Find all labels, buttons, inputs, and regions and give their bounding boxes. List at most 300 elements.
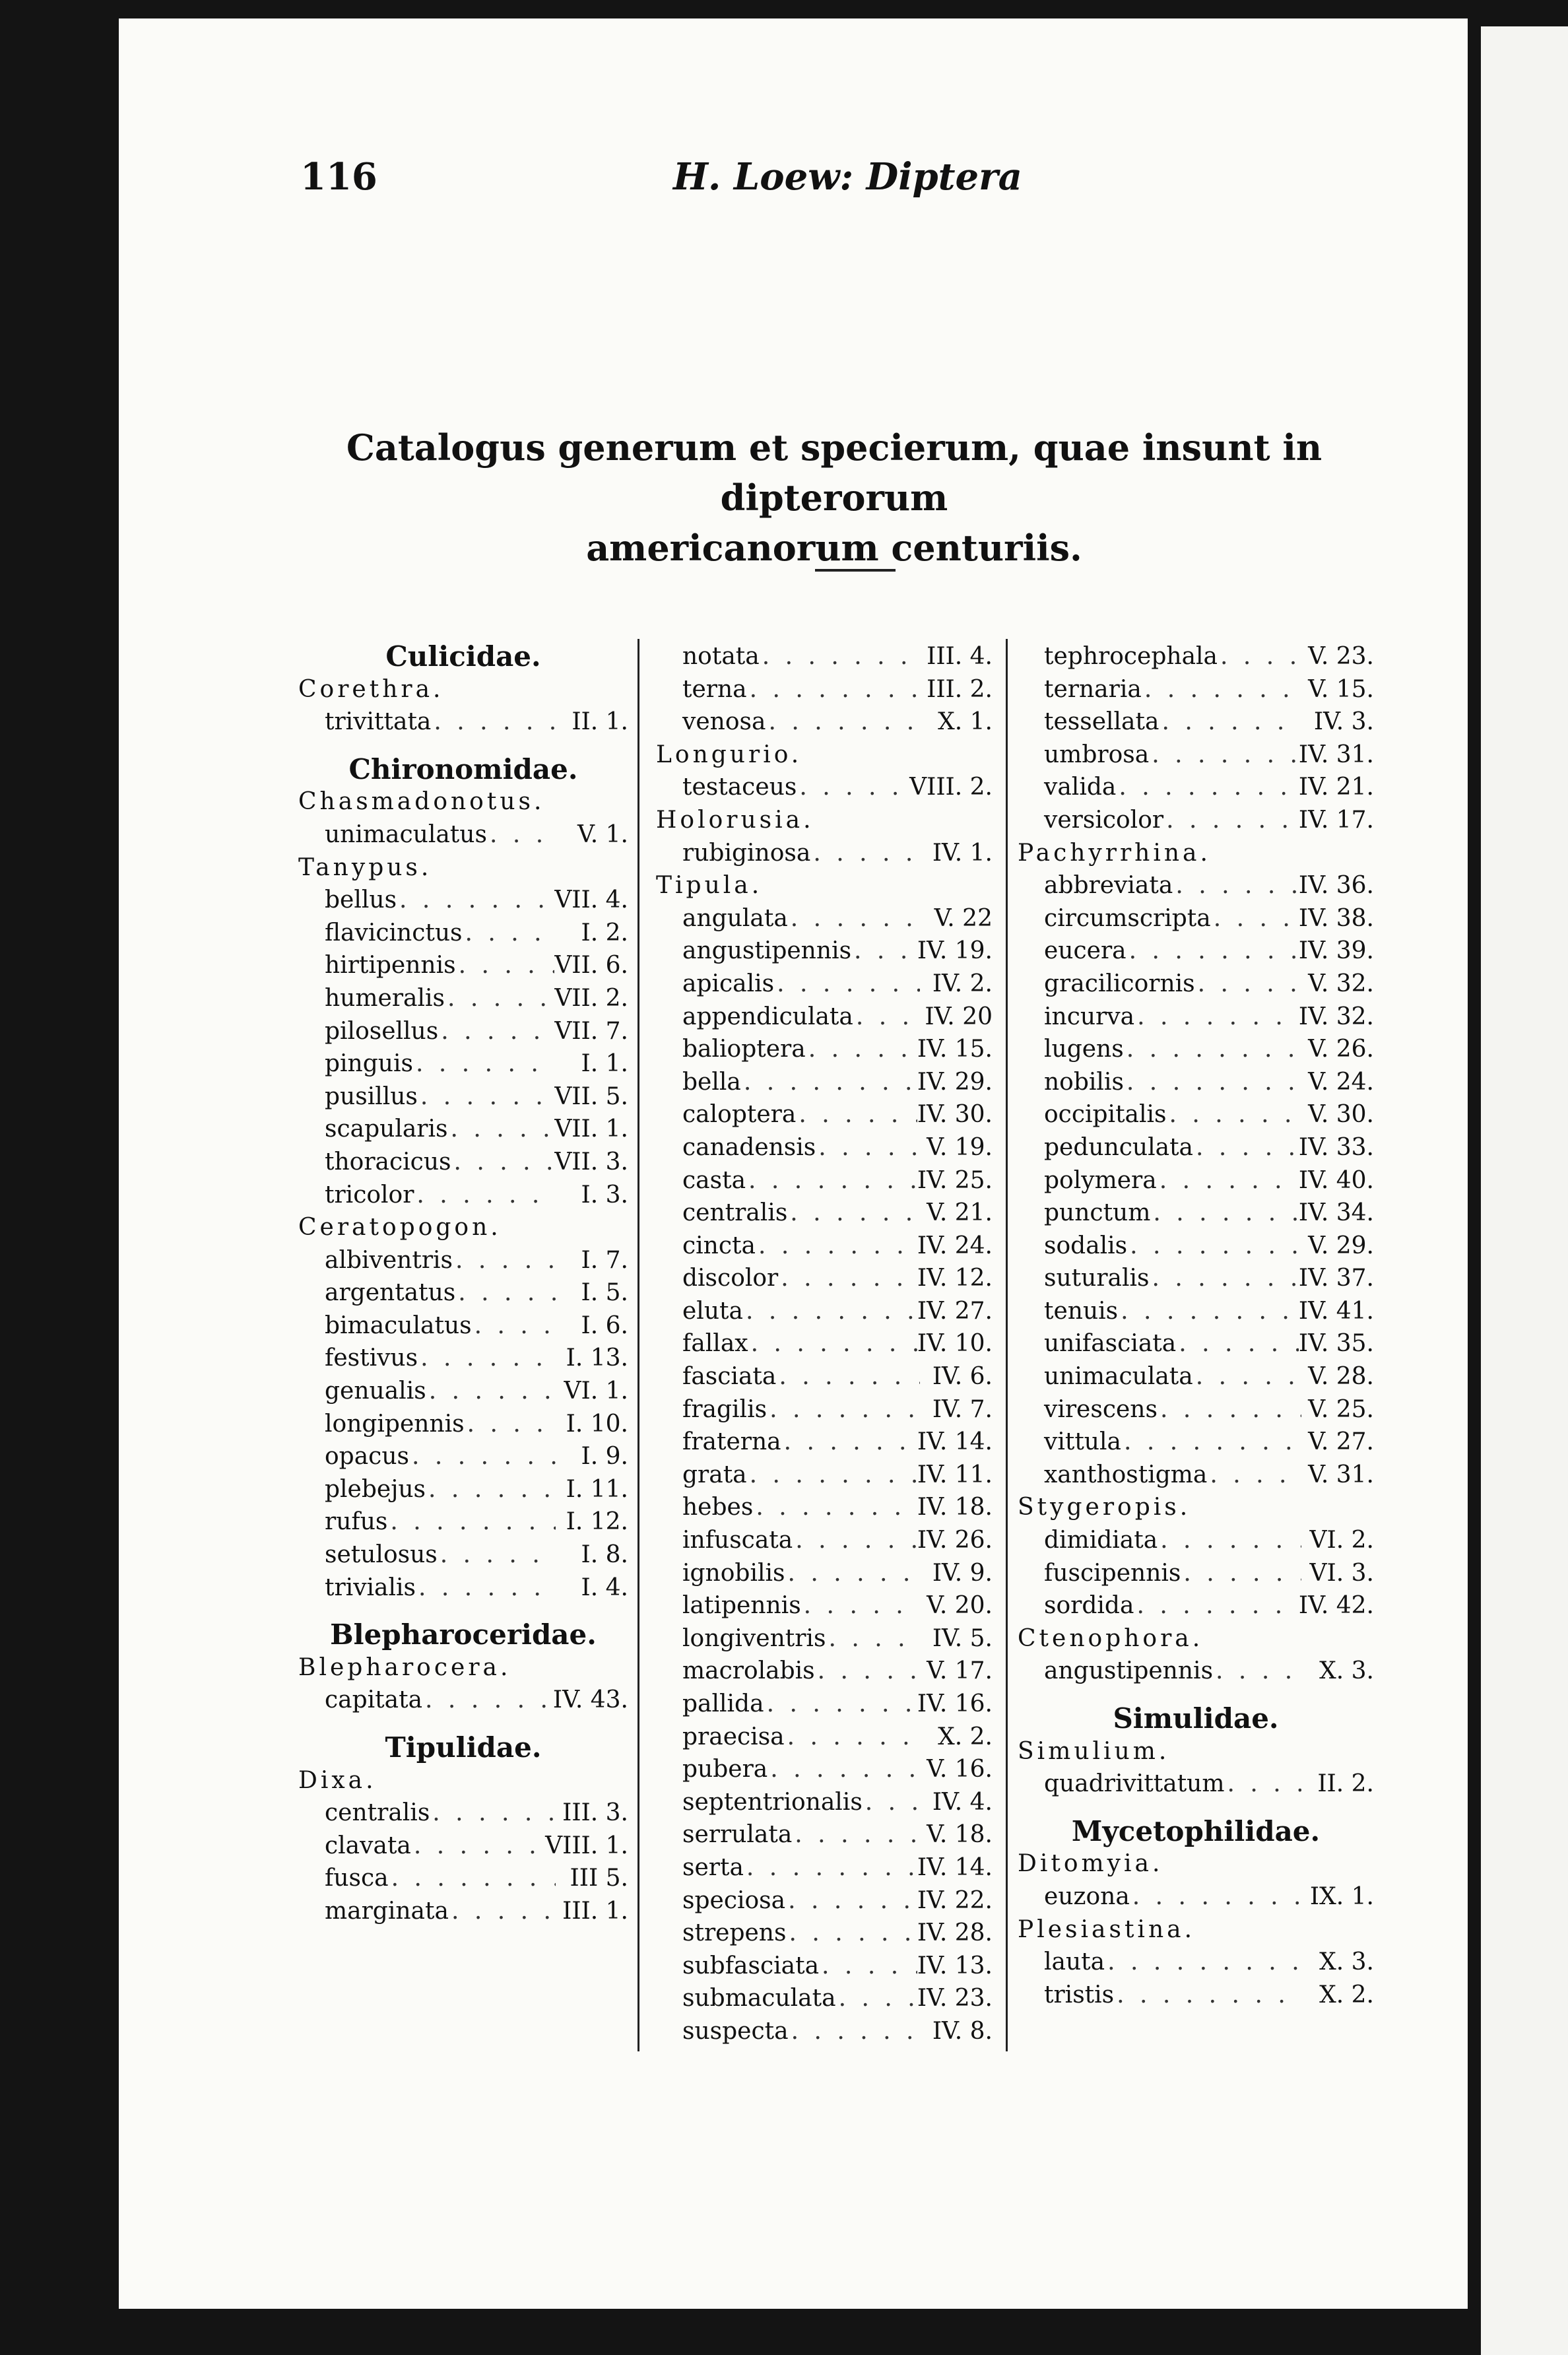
genus-name: Dixa. bbox=[298, 1766, 377, 1794]
species-name: sodalis bbox=[1044, 1232, 1128, 1259]
dot-leader bbox=[743, 1295, 917, 1328]
species-name: scapularis bbox=[325, 1115, 448, 1143]
species-entry bbox=[656, 1950, 993, 1983]
species-entry bbox=[1018, 1459, 1374, 1492]
dot-leader bbox=[781, 1426, 917, 1459]
species-name: gracilicornis bbox=[1044, 970, 1195, 997]
species-name: euzona bbox=[1044, 1882, 1130, 1910]
centuria-reference: IV. 11. bbox=[917, 1461, 993, 1488]
centuria-reference: II. 2. bbox=[1317, 1770, 1374, 1798]
centuria-reference: V. 21. bbox=[927, 1199, 993, 1227]
centuria-reference: V. 32. bbox=[1308, 970, 1374, 997]
dot-leader bbox=[748, 1327, 917, 1360]
dot-leader bbox=[810, 837, 920, 870]
family-heading: Culicidae. bbox=[385, 640, 541, 673]
centuria-reference: IV. 34. bbox=[1298, 1199, 1374, 1227]
species-name: fraterna bbox=[682, 1428, 781, 1456]
dot-leader bbox=[1158, 1524, 1301, 1557]
species-entry bbox=[656, 1098, 993, 1131]
species-name: caloptera bbox=[682, 1101, 797, 1129]
centuria-reference: V. 30. bbox=[1308, 1101, 1374, 1129]
species-name: longipennis bbox=[325, 1410, 465, 1438]
species-entry bbox=[298, 1408, 628, 1441]
species-name: longiventris bbox=[682, 1624, 826, 1652]
centuria-reference: I. 12. bbox=[566, 1508, 628, 1536]
species-entry bbox=[298, 1146, 628, 1179]
centuria-reference: VI. 1. bbox=[564, 1377, 628, 1405]
section-spacer bbox=[298, 739, 628, 753]
species-entry bbox=[656, 935, 993, 968]
dot-leader bbox=[438, 1015, 554, 1048]
species-name: serrulata bbox=[682, 1821, 793, 1849]
dot-leader bbox=[746, 1164, 917, 1197]
species-entry bbox=[656, 673, 993, 706]
species-entry bbox=[1018, 640, 1374, 673]
species-entry bbox=[656, 1197, 993, 1230]
centuria-reference: II. 1. bbox=[572, 708, 628, 736]
centuria-reference: IV. 38. bbox=[1298, 904, 1374, 932]
species-entry bbox=[1018, 771, 1374, 804]
species-entry bbox=[1018, 935, 1374, 968]
species-name: plebejus bbox=[325, 1475, 426, 1503]
dot-leader bbox=[411, 1830, 545, 1863]
species-entry bbox=[656, 1131, 993, 1164]
centuria-reference: IV. 15. bbox=[917, 1036, 993, 1063]
species-name: humeralis bbox=[325, 984, 445, 1012]
species-name: umbrosa bbox=[1044, 741, 1150, 768]
dot-leader bbox=[1176, 1327, 1299, 1360]
species-entry bbox=[1018, 1197, 1374, 1230]
species-name: grata bbox=[682, 1461, 747, 1488]
dot-leader bbox=[1134, 1589, 1298, 1622]
species-name: tristis bbox=[1044, 1981, 1115, 2008]
dot-leader bbox=[1116, 771, 1299, 804]
dot-leader bbox=[1130, 1880, 1301, 1913]
section-spacer bbox=[1018, 1688, 1374, 1702]
species-name: submaculata bbox=[682, 1985, 836, 2012]
species-entry bbox=[656, 1818, 993, 1851]
family-heading: Blepharoceridae. bbox=[330, 1618, 597, 1651]
centuria-reference: V. 27. bbox=[1308, 1428, 1374, 1456]
centuria-reference: VII. 6. bbox=[554, 952, 628, 979]
dot-leader bbox=[387, 1506, 556, 1539]
species-entry bbox=[1018, 1001, 1374, 1034]
species-name: unimaculatus bbox=[325, 820, 487, 848]
dot-leader bbox=[1127, 935, 1299, 968]
species-entry bbox=[1018, 1262, 1374, 1295]
centuria-reference: X. 2. bbox=[938, 1723, 993, 1750]
species-name: xanthostigma bbox=[1044, 1461, 1208, 1488]
dot-leader bbox=[863, 1786, 920, 1819]
species-name: flavicinctus bbox=[325, 919, 463, 946]
species-name: virescens bbox=[1044, 1395, 1158, 1423]
genus-name: Plesiastina. bbox=[1018, 1915, 1196, 1943]
species-name: occipitalis bbox=[1044, 1101, 1167, 1129]
centuria-reference: IV. 20 bbox=[925, 1003, 993, 1030]
species-name: trivittata bbox=[325, 708, 432, 736]
centuria-reference: IV. 10. bbox=[917, 1330, 993, 1358]
genus-name: Stygeropis. bbox=[1018, 1494, 1191, 1521]
centuria-reference: IV. 39. bbox=[1298, 937, 1374, 965]
centuria-reference: VII. 2. bbox=[554, 984, 628, 1012]
dot-leader bbox=[1163, 804, 1299, 837]
dot-leader bbox=[1157, 1164, 1299, 1197]
dot-leader bbox=[1173, 869, 1299, 902]
centuria-reference: V. 15. bbox=[1308, 675, 1374, 703]
centuria-reference: IV. 24. bbox=[917, 1232, 993, 1259]
species-name: quadrivittatum bbox=[1044, 1770, 1225, 1798]
dot-leader bbox=[1149, 739, 1299, 772]
dot-leader bbox=[741, 1066, 917, 1099]
species-name: balioptera bbox=[682, 1036, 806, 1063]
centuria-reference: IV. 28. bbox=[917, 1919, 993, 1947]
species-name: septentrionalis bbox=[682, 1788, 863, 1816]
species-name: clavata bbox=[325, 1832, 411, 1859]
species-entry bbox=[656, 1655, 993, 1688]
species-name: ternaria bbox=[1044, 675, 1142, 703]
species-name: latipennis bbox=[682, 1592, 801, 1620]
centuria-reference: III. 4. bbox=[927, 643, 993, 670]
species-entry bbox=[298, 1342, 628, 1375]
dot-leader bbox=[1193, 1360, 1301, 1393]
centuria-reference: X. 3. bbox=[1319, 1948, 1374, 1976]
species-entry bbox=[298, 1862, 628, 1895]
species-entry bbox=[656, 1033, 993, 1066]
species-name: canadensis bbox=[682, 1133, 816, 1161]
dot-leader bbox=[451, 1146, 555, 1179]
species-entry bbox=[1018, 1393, 1374, 1426]
centuria-reference: IV. 33. bbox=[1298, 1133, 1374, 1161]
species-entry bbox=[298, 1244, 628, 1277]
species-entry bbox=[298, 1506, 628, 1539]
species-name: vittula bbox=[1044, 1428, 1121, 1456]
dot-leader bbox=[785, 1721, 920, 1754]
species-entry bbox=[298, 917, 628, 950]
species-name: centralis bbox=[325, 1799, 430, 1827]
dot-leader bbox=[1218, 640, 1301, 673]
species-entry bbox=[656, 2015, 993, 2048]
species-name: praecisa bbox=[682, 1723, 785, 1750]
species-entry bbox=[656, 640, 993, 673]
centuria-reference: V. 19. bbox=[927, 1133, 993, 1161]
species-entry bbox=[656, 1786, 993, 1819]
centuria-reference: IV. 3. bbox=[1313, 708, 1374, 736]
dot-leader bbox=[422, 1684, 553, 1717]
dot-leader bbox=[801, 1589, 920, 1622]
species-name: pedunculata bbox=[1044, 1133, 1194, 1161]
centuria-reference: IV. 16. bbox=[917, 1690, 993, 1717]
species-name: infuscata bbox=[682, 1527, 793, 1554]
centuria-reference: X. 2. bbox=[1319, 1981, 1374, 2008]
species-name: festivus bbox=[325, 1344, 418, 1372]
centuria-reference: IV. 43. bbox=[552, 1686, 628, 1714]
dot-leader bbox=[1142, 673, 1301, 706]
species-entry bbox=[298, 1375, 628, 1408]
centuria-reference: VIII. 2. bbox=[909, 774, 993, 801]
dot-leader bbox=[753, 1491, 917, 1524]
dot-leader bbox=[418, 1342, 556, 1375]
centuria-reference: V. 23. bbox=[1308, 643, 1374, 670]
species-entry bbox=[1018, 1589, 1374, 1622]
centuria-reference: I. 5. bbox=[581, 1279, 628, 1307]
centuria-reference: I. 13. bbox=[566, 1344, 628, 1372]
species-entry bbox=[656, 1557, 993, 1590]
species-name: notata bbox=[682, 643, 760, 670]
centuria-reference: IV. 8. bbox=[932, 2017, 993, 2045]
dot-leader bbox=[785, 1884, 917, 1917]
dot-leader bbox=[787, 1197, 920, 1230]
dot-leader bbox=[1213, 1655, 1301, 1688]
species-entry bbox=[656, 1360, 993, 1393]
species-entry bbox=[1018, 1131, 1374, 1164]
species-name: thoracicus bbox=[325, 1148, 451, 1176]
dot-leader bbox=[747, 673, 920, 706]
species-name: pilosellus bbox=[325, 1017, 439, 1045]
centuria-reference: IV. 19. bbox=[917, 937, 993, 965]
species-entry bbox=[656, 1491, 993, 1524]
section-spacer bbox=[1018, 1801, 1374, 1815]
species-name: ignobilis bbox=[682, 1559, 785, 1587]
dot-leader bbox=[1124, 1066, 1301, 1099]
dot-leader bbox=[756, 1230, 917, 1263]
species-entry bbox=[298, 1797, 628, 1830]
species-entry bbox=[1018, 739, 1374, 772]
dot-leader bbox=[851, 935, 917, 968]
section-spacer bbox=[298, 1604, 628, 1618]
species-name: centralis bbox=[682, 1199, 788, 1227]
species-name: fragilis bbox=[682, 1395, 768, 1423]
family-heading: Mycetophilidae. bbox=[1071, 1814, 1321, 1847]
centuria-reference: IV. 13. bbox=[917, 1952, 993, 1979]
dot-leader bbox=[785, 1557, 920, 1590]
dot-leader bbox=[793, 1524, 917, 1557]
species-entry bbox=[1018, 1524, 1374, 1557]
centuria-reference: VII. 3. bbox=[554, 1148, 628, 1176]
centuria-reference: VII. 7. bbox=[554, 1017, 628, 1045]
dot-leader bbox=[1118, 1295, 1299, 1328]
species-entry bbox=[656, 1851, 993, 1884]
dot-leader bbox=[768, 1753, 920, 1786]
dot-leader bbox=[445, 982, 554, 1015]
catalogue-title-line-1: Catalogus generum et specierum, quae insunt in dipterorum bbox=[346, 426, 1323, 519]
species-name: bellus bbox=[325, 886, 397, 914]
centuria-reference: V. 22 bbox=[934, 904, 993, 932]
species-entry bbox=[656, 1001, 993, 1034]
dot-leader bbox=[1181, 1557, 1301, 1590]
genus-name: Blepharocera. bbox=[298, 1653, 511, 1681]
species-entry bbox=[298, 884, 628, 917]
species-name: hebes bbox=[682, 1494, 754, 1521]
species-entry bbox=[1018, 1557, 1374, 1590]
species-name: venosa bbox=[682, 708, 766, 736]
species-name: fasciata bbox=[682, 1363, 777, 1391]
centuria-reference: X. 1. bbox=[938, 708, 993, 736]
page-number: 116 bbox=[300, 155, 377, 199]
centuria-reference: IV. 31. bbox=[1298, 741, 1374, 768]
dot-leader bbox=[786, 1917, 917, 1950]
species-entry bbox=[298, 982, 628, 1015]
species-entry bbox=[298, 1830, 628, 1863]
species-entry bbox=[1018, 1426, 1374, 1459]
dot-leader bbox=[448, 1113, 555, 1146]
species-entry bbox=[298, 818, 628, 851]
centuria-reference: IV. 23. bbox=[917, 1985, 993, 2012]
centuria-reference: III 5. bbox=[570, 1865, 628, 1892]
species-entry bbox=[1018, 1880, 1374, 1913]
dot-leader bbox=[778, 1262, 917, 1295]
dot-leader bbox=[764, 1688, 917, 1721]
species-entry bbox=[298, 1047, 628, 1080]
species-entry bbox=[298, 949, 628, 982]
species-name: terna bbox=[682, 675, 747, 703]
dot-leader bbox=[455, 1277, 556, 1310]
dot-leader bbox=[465, 1408, 556, 1441]
family-heading: Tipulidae. bbox=[385, 1731, 542, 1764]
centuria-reference: I. 10. bbox=[566, 1410, 628, 1438]
species-entry bbox=[1018, 1066, 1374, 1099]
species-entry bbox=[298, 706, 628, 739]
species-name: punctum bbox=[1044, 1199, 1151, 1227]
species-entry bbox=[656, 1753, 993, 1786]
dot-leader bbox=[1167, 1098, 1301, 1131]
dot-leader bbox=[797, 771, 909, 804]
species-name: bimaculatus bbox=[325, 1311, 472, 1339]
species-name: valida bbox=[1044, 774, 1117, 801]
dot-leader bbox=[767, 1393, 920, 1426]
dot-leader bbox=[776, 1360, 920, 1393]
centuria-reference: IV. 5. bbox=[932, 1624, 993, 1652]
centuria-reference: IV. 1. bbox=[932, 839, 993, 867]
species-entry bbox=[1018, 869, 1374, 902]
dot-leader bbox=[1159, 706, 1301, 739]
dot-leader bbox=[449, 1895, 556, 1928]
dot-leader bbox=[389, 1862, 556, 1895]
running-head-title: H. Loew: Diptera bbox=[673, 155, 1022, 199]
centuria-reference: V. 16. bbox=[927, 1756, 993, 1783]
centuria-reference: VII. 1. bbox=[554, 1115, 628, 1143]
species-entry bbox=[656, 1295, 993, 1328]
dot-leader bbox=[431, 706, 556, 739]
next-page-edge bbox=[1481, 26, 1568, 2355]
species-name: incurva bbox=[1044, 1003, 1135, 1030]
genus-name: Longurio. bbox=[656, 741, 802, 768]
column-divider bbox=[637, 639, 639, 2051]
species-entry bbox=[1018, 804, 1374, 837]
species-name: lugens bbox=[1044, 1036, 1124, 1063]
species-name: casta bbox=[682, 1166, 746, 1194]
dot-leader bbox=[796, 1098, 917, 1131]
species-name: sordida bbox=[1044, 1592, 1134, 1620]
species-entry bbox=[1018, 706, 1374, 739]
species-name: eluta bbox=[682, 1297, 743, 1325]
species-entry bbox=[656, 1589, 993, 1622]
centuria-reference: IX. 1. bbox=[1309, 1882, 1374, 1910]
species-entry bbox=[656, 1327, 993, 1360]
species-name: unifasciata bbox=[1044, 1330, 1177, 1358]
species-name: testaceus bbox=[682, 774, 797, 801]
centuria-reference: IV. 7. bbox=[932, 1395, 993, 1423]
dot-leader bbox=[1207, 1459, 1301, 1492]
species-entry bbox=[656, 1262, 993, 1295]
species-name: fuscipennis bbox=[1044, 1559, 1181, 1587]
dot-leader bbox=[853, 1001, 920, 1034]
species-name: tessellata bbox=[1044, 708, 1160, 736]
species-entry bbox=[656, 837, 993, 870]
centuria-reference: I. 4. bbox=[581, 1574, 628, 1601]
centuria-reference: IV. 27. bbox=[917, 1297, 993, 1325]
centuria-reference: V. 25. bbox=[1308, 1395, 1374, 1423]
species-entry bbox=[298, 1310, 628, 1343]
genus-name: Simulium. bbox=[1018, 1737, 1170, 1765]
species-name: speciosa bbox=[682, 1886, 786, 1914]
species-entry bbox=[1018, 1098, 1374, 1131]
species-entry bbox=[656, 1688, 993, 1721]
centuria-reference: V. 1. bbox=[577, 820, 628, 848]
species-name: capitata bbox=[325, 1686, 423, 1714]
genus-name: Holorusia. bbox=[656, 806, 814, 834]
centuria-reference: VII. 4. bbox=[554, 886, 628, 914]
dot-leader bbox=[1225, 1768, 1302, 1801]
dot-leader bbox=[1150, 1262, 1299, 1295]
centuria-reference: IV. 14. bbox=[917, 1853, 993, 1881]
dot-leader bbox=[774, 968, 920, 1001]
species-entry bbox=[656, 1426, 993, 1459]
index-column-1 bbox=[298, 640, 628, 1928]
column-divider bbox=[1006, 639, 1008, 2051]
centuria-reference: X. 3. bbox=[1319, 1657, 1374, 1685]
dot-leader bbox=[426, 1375, 556, 1408]
dot-leader bbox=[456, 949, 555, 982]
species-name: dimidiata bbox=[1044, 1527, 1158, 1554]
centuria-reference: IV. 17. bbox=[1298, 806, 1374, 834]
species-entry bbox=[298, 1473, 628, 1506]
centuria-reference: IV. 30. bbox=[917, 1101, 993, 1129]
species-entry bbox=[298, 1440, 628, 1473]
dot-leader bbox=[430, 1797, 556, 1830]
catalogue-title bbox=[300, 422, 1368, 573]
dot-leader bbox=[1121, 1426, 1301, 1459]
species-name: subfasciata bbox=[682, 1952, 820, 1979]
dot-leader bbox=[819, 1950, 917, 1983]
dot-leader bbox=[414, 1179, 556, 1212]
genus-name: Tanypus. bbox=[298, 853, 432, 881]
centuria-reference: VII. 5. bbox=[554, 1082, 628, 1110]
species-entry bbox=[656, 1982, 993, 2015]
dot-leader bbox=[1195, 968, 1301, 1001]
running-head bbox=[300, 149, 1356, 208]
genus-name: Pachyrrhina. bbox=[1018, 839, 1211, 867]
centuria-reference: IV. 12. bbox=[917, 1265, 993, 1292]
dot-leader bbox=[418, 1080, 554, 1113]
species-name: polymera bbox=[1044, 1166, 1157, 1194]
species-name: fusca bbox=[325, 1865, 389, 1892]
dot-leader bbox=[744, 1851, 917, 1884]
species-name: tephrocephala bbox=[1044, 643, 1218, 670]
species-entry bbox=[1018, 1295, 1374, 1328]
dot-leader bbox=[788, 902, 920, 935]
species-name: argentatus bbox=[325, 1279, 456, 1307]
species-name: suspecta bbox=[682, 2017, 789, 2045]
species-entry bbox=[656, 1393, 993, 1426]
species-entry bbox=[656, 1066, 993, 1099]
species-name: discolor bbox=[682, 1265, 779, 1292]
species-entry bbox=[298, 1684, 628, 1717]
species-entry bbox=[656, 1622, 993, 1655]
dot-leader bbox=[1193, 1131, 1299, 1164]
species-entry bbox=[656, 1524, 993, 1557]
dot-leader bbox=[1150, 1197, 1299, 1230]
centuria-reference: I. 11. bbox=[566, 1475, 628, 1503]
